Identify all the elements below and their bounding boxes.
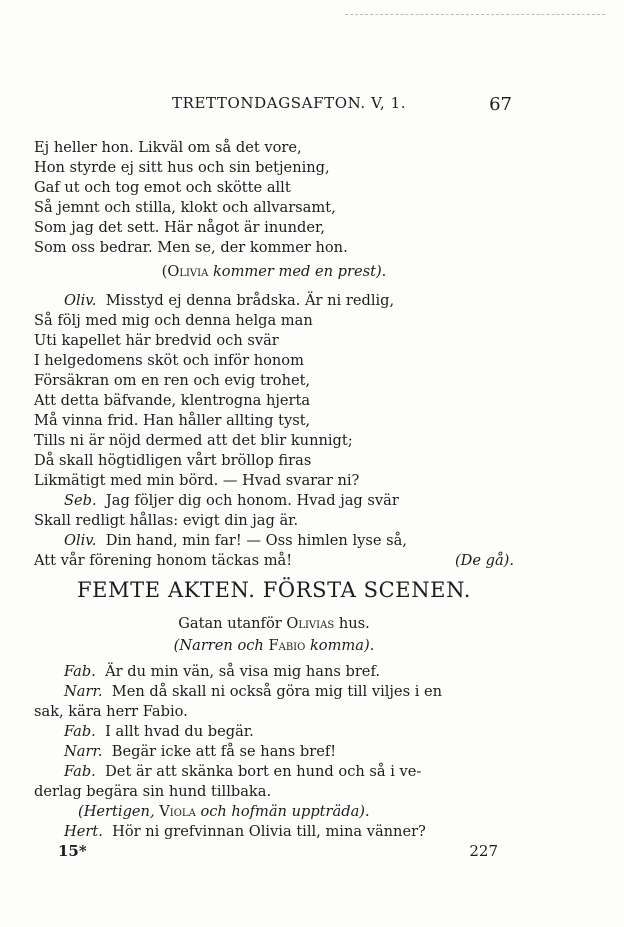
- verse-line: Må vinna frid. Han håller allting tyst,: [34, 412, 311, 429]
- verse-line: Försäkran om en ren och evig trohet,: [34, 372, 311, 389]
- page-footer: [58, 842, 498, 864]
- speaker-name: Oliv.: [64, 292, 97, 309]
- speech-line: [34, 662, 544, 682]
- verse-line: Att detta bäfvande, klentrogna hjerta: [34, 392, 311, 409]
- speaker-name: Narr.: [64, 743, 103, 760]
- speech-line: [34, 722, 544, 742]
- character-name: Olivia: [167, 263, 209, 280]
- act-heading: FEMTE AKTEN. FÖRSTA SCENEN.: [76, 578, 472, 602]
- character-name: Viola: [159, 803, 196, 820]
- speaker-name: Seb.: [64, 492, 97, 509]
- verse-line: I helgedomens sköt och inför honom: [34, 352, 304, 369]
- stage-direction-text: (Hertigen,: [78, 803, 155, 820]
- scene-text: hus.: [338, 615, 370, 632]
- running-title: TRETTONDAGSAFTON. V, 1.: [172, 94, 407, 112]
- stage-direction-text: komma).: [309, 637, 375, 654]
- verse-line: Som jag det sett. Här något är inunder,: [34, 219, 326, 236]
- stage-direction-text: kommer med en prest).: [212, 263, 387, 280]
- verse-line: Uti kapellet här bredvid och svär: [34, 332, 279, 349]
- scene-text: Gatan utanför: [178, 615, 282, 632]
- verse-line: Tills ni är nöjd dermed att det blir kunnigt;: [34, 432, 353, 449]
- page-header: [34, 94, 512, 116]
- speaker-name: Fab.: [64, 723, 96, 740]
- scan-edge-line: [345, 14, 605, 15]
- verse-line: Ej heller hon. Likväl om så det vore,: [34, 139, 302, 156]
- folio-number: 227: [469, 842, 498, 860]
- exit-direction: (De gå).: [454, 552, 514, 569]
- speech-text: Är du min vän, så visa mig hans bref.: [105, 663, 380, 680]
- character-name: Fabio: [268, 637, 306, 654]
- stage-direction: [34, 636, 514, 656]
- speaker-name: Fab.: [64, 763, 96, 780]
- speech-text: Men då skall ni också göra mig till viljes i en: [111, 683, 443, 700]
- verse-line: [34, 551, 514, 571]
- stage-direction-text: (Narren och: [173, 637, 264, 654]
- speech-text: Att vår förening honom täckas må!: [34, 552, 293, 569]
- page-number: 67: [489, 94, 512, 115]
- speech-line: [34, 291, 544, 311]
- scene-location: [34, 614, 514, 634]
- speech-text: Misstyd ej denna brådska. Är ni redlig,: [105, 292, 395, 309]
- verse-line: Då skall högtidligen vårt bröllop firas: [34, 452, 312, 469]
- verse-line: Skall redligt hållas: evigt din jag är.: [34, 512, 299, 529]
- verse-line: Likmätigt med min börd. — Hvad svarar ni?: [34, 472, 360, 489]
- speech-line: [34, 822, 544, 842]
- speech-line: [34, 742, 544, 762]
- speaker-name: Narr.: [64, 683, 103, 700]
- verse-line: Som oss bedrar. Men se, der kommer hon.: [34, 239, 348, 256]
- speech-line: [34, 531, 544, 551]
- verse-line: Så jemnt och stilla, klokt och allvarsamt,: [34, 199, 336, 216]
- speech-text: Begär icke att få se hans bref!: [111, 743, 337, 760]
- speaker-name: Oliv.: [64, 532, 97, 549]
- speech-text: Det är att skänka bort en hund och så i ve-: [105, 763, 422, 780]
- speech-text: I allt hvad du begär.: [105, 723, 254, 740]
- speech-continuation: derlag begära sin hund tillbaka.: [34, 783, 272, 800]
- verse-line: Hon styrde ej sitt hus och sin betjening,: [34, 159, 330, 176]
- verse-line: Så följ med mig och denna helga man: [34, 312, 313, 329]
- speech-line: [34, 682, 544, 702]
- speech-continuation: sak, kära herr Fabio.: [34, 703, 188, 720]
- speech-text: Din hand, min far! — Oss himlen lyse så,: [105, 532, 407, 549]
- speaker-name: Fab.: [64, 663, 96, 680]
- stage-direction-text: och hofmän uppträda).: [200, 803, 370, 820]
- speech-line: [34, 762, 544, 782]
- speech-text: Hör ni grefvinnan Olivia till, mina vänner?: [112, 823, 426, 840]
- verse-line: Gaf ut och tog emot och skötte allt: [34, 179, 291, 196]
- character-name: Olivias: [286, 615, 335, 632]
- stage-direction: (Olivia kommer med en prest).: [161, 263, 387, 280]
- speech-text: Jag följer dig och honom. Hvad jag svär: [105, 492, 399, 509]
- stage-direction: [34, 802, 558, 822]
- speech-line: [34, 491, 544, 511]
- signature-mark: 15*: [58, 842, 87, 860]
- speaker-name: Hert.: [64, 823, 103, 840]
